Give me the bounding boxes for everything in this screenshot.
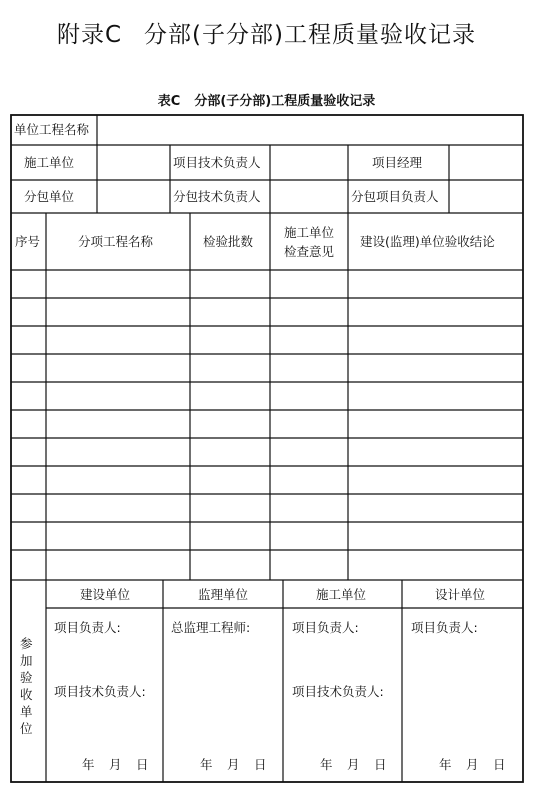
date-month: 月 [466, 757, 479, 772]
col-contractor-opinion-header-line2: 检查意见 [284, 244, 335, 259]
subcontract-unit-label: 分包单位 [24, 189, 75, 204]
date-year: 年 [200, 757, 213, 772]
table-border [11, 115, 523, 782]
date-year: 年 [82, 757, 95, 772]
date-day: 日 [374, 757, 387, 772]
side-label-char: 单 [20, 704, 33, 719]
date-day: 日 [493, 757, 506, 772]
date-line-contractor [320, 757, 387, 772]
project-manager-label: 项目经理 [372, 155, 423, 170]
participant-unit-design: 设计单位 [435, 587, 486, 602]
col-contractor-opinion-header-line1: 施工单位 [284, 225, 335, 240]
date-day: 日 [136, 757, 149, 772]
subcontract-project-lead-label: 分包项目负责人 [351, 189, 439, 204]
designer-project-lead-label: 项目负责人: [411, 620, 478, 635]
owner-project-lead-label: 项目负责人: [54, 620, 121, 635]
side-label-char: 参 [20, 636, 33, 651]
col-seq-header: 序号 [15, 234, 41, 249]
date-day: 日 [254, 757, 267, 772]
project-tech-lead-label: 项目技术负责人 [173, 155, 261, 170]
unit-project-name-label: 单位工程名称 [14, 122, 90, 137]
participant-unit-supervision: 监理单位 [198, 587, 249, 602]
date-month: 月 [347, 757, 360, 772]
table-grid [11, 115, 523, 782]
col-supervision-conclusion-header: 建设(监理)单位验收结论 [360, 234, 495, 249]
side-label-char: 验 [20, 670, 33, 685]
contractor-tech-lead-label: 项目技术负责人: [292, 684, 384, 699]
date-line-design [439, 757, 506, 772]
owner-tech-lead-label: 项目技术负责人: [54, 684, 146, 699]
side-label-char: 收 [20, 687, 33, 702]
date-year: 年 [439, 757, 452, 772]
col-item-name-header: 分项工程名称 [78, 234, 154, 249]
contractor-project-lead-label: 项目负责人: [292, 620, 359, 635]
date-month: 月 [109, 757, 122, 772]
side-label-char: 加 [20, 653, 33, 668]
table-caption-title: 分部(子分部)工程质量验收记录 [194, 94, 376, 109]
col-batch-count-header: 检验批数 [203, 234, 254, 249]
side-label-char: 位 [20, 721, 33, 736]
participant-unit-construction-owner: 建设单位 [80, 587, 131, 602]
subcontract-tech-lead-label: 分包技术负责人 [173, 189, 261, 204]
date-line-supervision [200, 757, 267, 772]
date-line-owner [82, 757, 149, 772]
date-year: 年 [320, 757, 333, 772]
construction-unit-label: 施工单位 [24, 155, 75, 170]
chief-supervision-engineer-label: 总监理工程师: [171, 620, 251, 635]
date-month: 月 [227, 757, 240, 772]
appendix-title: 分部(子分部)工程质量验收记录 [144, 22, 476, 48]
participant-unit-contractor: 施工单位 [316, 587, 367, 602]
participants-side-label [20, 636, 33, 736]
appendix-label: 附录C [56, 22, 123, 48]
table-caption-label: 表C [157, 94, 181, 109]
